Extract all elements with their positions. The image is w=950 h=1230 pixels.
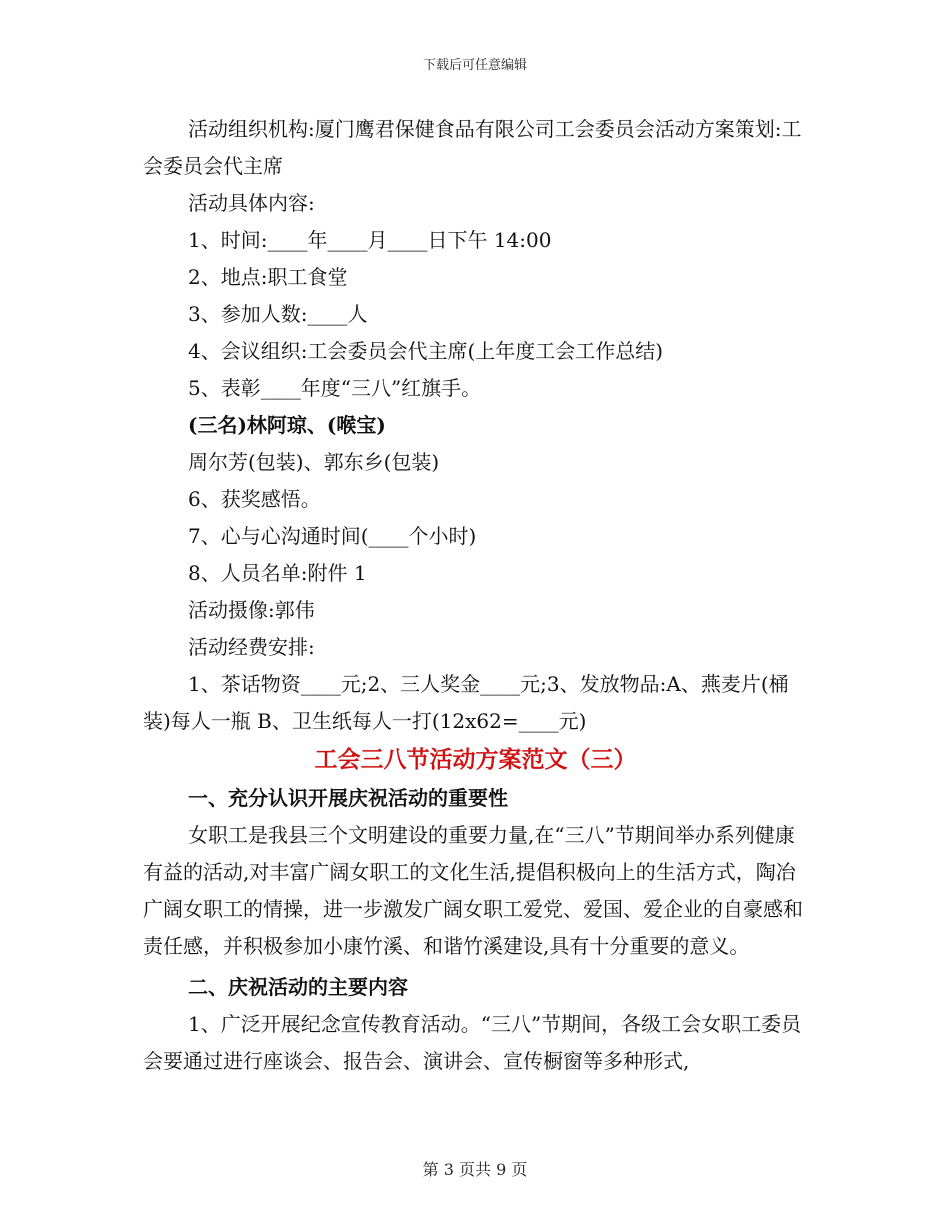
item-speech: 6、获奖感悟。 [188,487,321,511]
award-names-line1: (三名)林阿琼、(喉宝) [188,413,386,437]
page-footer: 第 3 页共 9 页 [422,1160,528,1179]
item-attendees: 3、参加人数:____人 [188,302,368,326]
budget-paragraph: 1、茶话物资____元;2、三人奖金____元;3、发放物品:A、燕麦片(桶装)每人一瓶 B、卫生纸每人一打(12x62=____元) [143,672,789,733]
photographer-line: 活动摄像:郭伟 [188,598,315,622]
page-header: 下载后可任意编辑 [422,58,527,73]
organizer-paragraph: 活动组织机构:厦门鹰君保健食品有限公司工会委员会活动方案策划:工会委员会代主席 [143,117,802,178]
article-title: 工会三八节活动方案范文（三） [314,746,637,773]
budget-label: 活动经费安排: [188,635,315,659]
item-communication: 7、心与心沟通时间(____个小时) [188,524,477,548]
section2-body: 1、广泛开展纪念宣传教育活动。“三八”节期间，各级工会女职工委员会要通过进行座谈会、报告会、演讲会、宣传橱窗等多种形式, [143,1012,802,1073]
item-meeting: 4、会议组织:工会委员会代主席(上年度工会工作总结) [188,339,664,363]
section1-heading: 一、充分认识开展庆祝活动的重要性 [188,786,508,810]
item-list: 8、人员名单:附件 1 [188,561,367,585]
award-names-line2: 周尔芳(包装)、郭东乡(包装) [188,450,440,474]
item-time: 1、时间:____年____月____日下午 14:00 [188,228,552,252]
section1-body: 女职工是我县三个文明建设的重要力量,在“三八”节期间举办系列健康有益的活动,对丰富广阔女职工的文化生活,提倡积极向上的生活方式，陶冶广阔女职工的情操，进一步激发广阔女职工爱党、爱国、爱企业的自豪感和责任感，并积极参加小康竹溪、和谐竹溪建设,具有十分重要的意义。 [143,823,803,958]
section2-heading: 二、庆祝活动的主要内容 [188,975,408,999]
item-location: 2、地点:职工食堂 [188,265,348,289]
content-label: 活动具体内容: [188,191,315,215]
item-award: 5、表彰____年度“三八”红旗手。 [188,376,482,400]
page-content [143,111,808,1080]
